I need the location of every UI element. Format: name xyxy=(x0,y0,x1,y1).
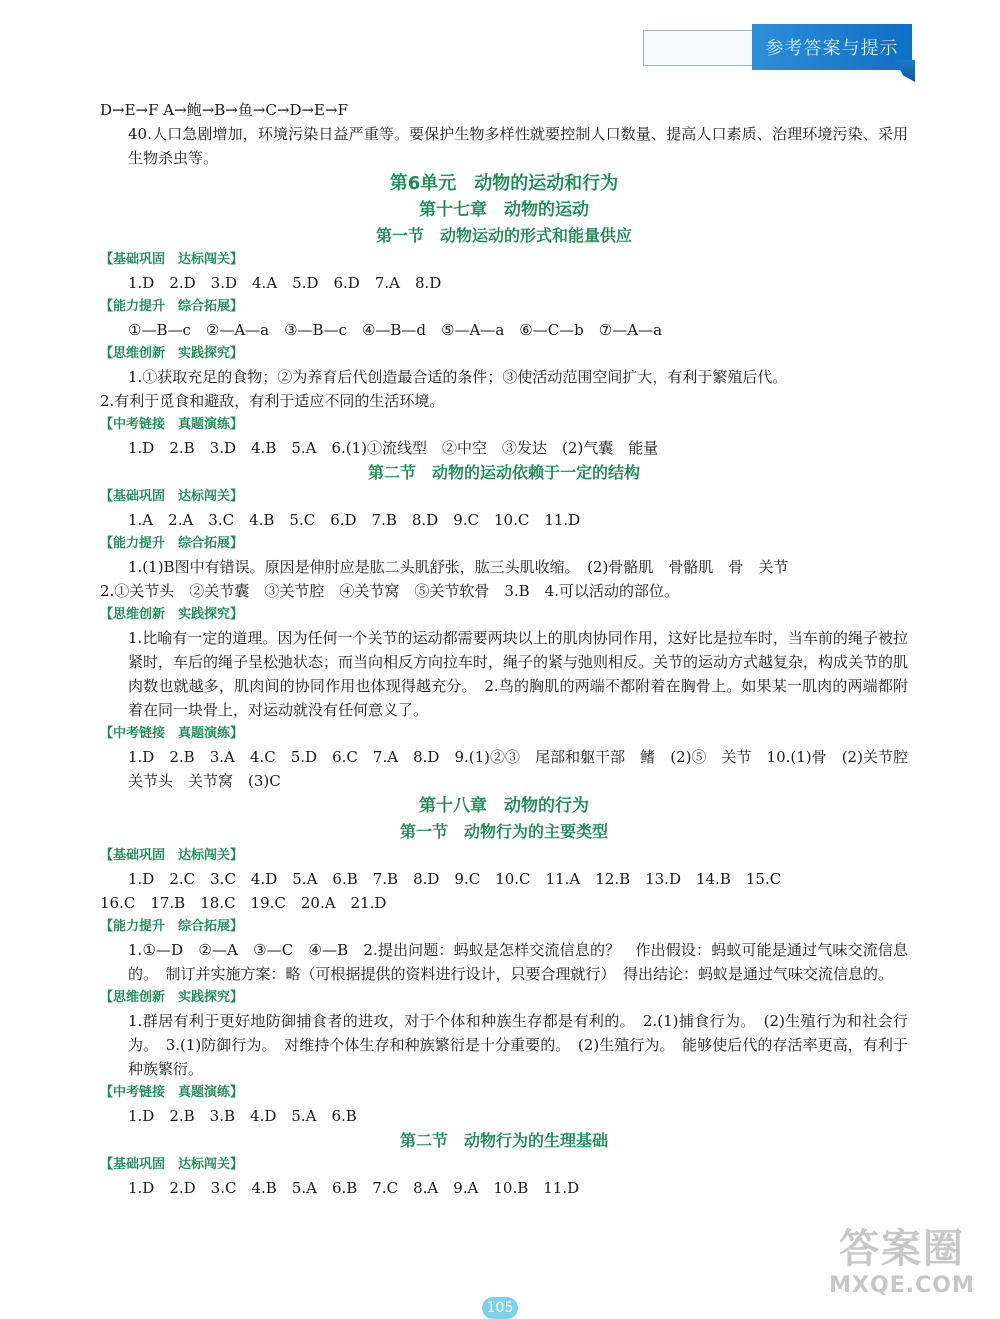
ch18-s1-basic-answers-1: 1.D 2.C 3.C 4.D 5.A 6.B 7.B 8.D 9.C 10.C 11.A 12.B 13.D 14.B 15.C xyxy=(128,870,782,888)
header-blank-box xyxy=(643,30,757,66)
ch18-s2-basic-tag: 【基础巩固 达标闯关】 xyxy=(100,1157,244,1172)
ch17-s2-basic-answers: 1.A 2.A 3.C 4.B 5.C 6.D 7.B 8.D 9.C 10.C 11.D xyxy=(128,511,581,529)
page-number: 105 xyxy=(482,1297,518,1319)
ch17-s1-exam-tag: 【中考链接 真题演练】 xyxy=(100,417,244,432)
ch17-s1-exam-answers: 1.D 2.B 3.D 4.B 5.A 6.(1)①流线型 ②中空 ③发达 (2)气囊 能量 xyxy=(128,439,659,457)
ch17-section-1-title: 第一节 动物运动的形式和能量供应 xyxy=(375,226,632,245)
watermark-bottom: MXQE.COM xyxy=(829,1273,975,1298)
ch17-s1-ability-tag: 【能力提升 综合拓展】 xyxy=(100,299,244,314)
ch17-s2-think-answer: 1.比喻有一定的道理。因为任何一个关节的运动都需要两块以上的肌肉协同作用，这好比是拉车时，当车前的绳子被拉紧时，车后的绳子呈松弛状态；而当向相反方向拉车时，绳子的紧与弛则相反。关节的运动方式越复杂，构成关节的肌肉数也就越多，肌肉间的协同作用也体现得越充分。 2.鸟的胸肌的两端不都附着在胸骨上。如果某一肌肉的两端都附着在同一块骨上，对运动就没有任何意义了。 xyxy=(128,629,909,719)
chapter-18-title: 第十八章 动物的行为 xyxy=(419,796,589,816)
ch17-s2-exam-answers: 1.D 2.B 3.A 4.C 5.D 6.C 7.A 8.D 9.(1)②③ 尾部和躯干部 鳍 (2)⑤ 关节 10.(1)骨 (2)关节腔 关节头 关节窝 (3)C xyxy=(128,748,924,790)
ch17-s1-think-answer-1: 1.①获取充足的食物；②为养育后代创造最合适的条件；③使活动范围空间扩大，有利于繁殖后代。 xyxy=(128,368,788,386)
ch17-s1-think-tag: 【思维创新 实践探究】 xyxy=(100,346,244,361)
ch18-s1-basic-tag: 【基础巩固 达标闯关】 xyxy=(100,848,244,863)
ch17-s1-ability-answers: ①—B—c ②—A—a ③—B—c ④—B—d ⑤—A—a ⑥—C—b ⑦—A—a xyxy=(128,321,663,339)
ch18-s1-think-answers: 1.群居有利于更好地防御捕食者的进攻，对于个体和种族生存都是有利的。 2.(1)捕食行为。 (2)生殖行为和社会行为。 3.(1)防御行为。 对维持个体生存和种族繁衍是十分重要的。 (2)生殖行为。 能够使后代的存活率更高，有利于种族繁衍。 xyxy=(128,1012,908,1078)
ch17-s1-think-answer-2: 2.有利于觅食和避敌，有利于适应不同的生活环境。 xyxy=(100,392,445,410)
ch18-s1-basic-answers-2: 16.C 17.B 18.C 19.C 20.A 21.D xyxy=(100,894,387,912)
ch17-section-2-title: 第二节 动物的运动依赖于一定的结构 xyxy=(367,463,640,482)
ch17-s2-exam-tag: 【中考链接 真题演练】 xyxy=(100,726,244,741)
ch17-s1-basic-tag: 【基础巩固 达标闯关】 xyxy=(100,252,244,267)
ch18-s1-ability-tag: 【能力提升 综合拓展】 xyxy=(100,919,244,934)
site-watermark xyxy=(812,1225,992,1305)
ch18-s1-exam-tag: 【中考链接 真题演练】 xyxy=(100,1085,244,1100)
header-banner-tail xyxy=(895,60,915,82)
answer-content xyxy=(100,98,924,1200)
ch18-section-2-title: 第二节 动物行为的生理基础 xyxy=(399,1131,608,1150)
ch17-s2-basic-tag: 【基础巩固 达标闯关】 xyxy=(100,489,244,504)
header-banner: 参考答案与提示 xyxy=(752,24,912,70)
intro-line-2: 40.人口急剧增加，环境污染日益严重等。要保护生物多样性就要控制人口数量、提高人口素质、治理环境污染、采用生物杀虫等。 xyxy=(128,125,908,167)
ch18-s1-think-tag: 【思维创新 实践探究】 xyxy=(100,990,244,1005)
ch17-s1-basic-answers: 1.D 2.D 3.D 4.A 5.D 6.D 7.A 8.D xyxy=(128,274,442,292)
ch17-s2-ability-answer-2: 2.①关节头 ②关节囊 ③关节腔 ④关节窝 ⑤关节软骨 3.B 4.可以活动的部位。 xyxy=(100,582,679,600)
ch17-s2-think-tag: 【思维创新 实践探究】 xyxy=(100,607,244,622)
ch18-s1-ability-answers: 1.①—D ②—A ③—C ④—B 2.提出问题：蚂蚁是怎样交流信息的？ 作出假设：蚂蚁可能是通过气味交流信息的。 制订并实施方案：略（可根据提供的资料进行设计，只要合理就行） 得出结论：蚂蚁是通过气味交流信息的。 xyxy=(128,941,908,983)
ch17-s2-ability-answer-1: 1.(1)B图中有错误。原因是伸肘应是肱二头肌舒张，肱三头肌收缩。 (2)骨骼肌 骨骼肌 骨 关节 xyxy=(128,558,789,576)
ch18-s2-basic-answers: 1.D 2.D 3.C 4.B 5.A 6.B 7.C 8.A 9.A 10.B 11.D xyxy=(128,1179,580,1197)
intro-line-1: D→E→F A→鲍→B→鱼→C→D→E→F xyxy=(100,101,348,119)
ch18-section-1-title: 第一节 动物行为的主要类型 xyxy=(399,822,608,841)
chapter-17-title: 第十七章 动物的运动 xyxy=(419,200,589,220)
unit-title: 第6单元 动物的运动和行为 xyxy=(389,173,619,194)
ch18-s1-exam-answers: 1.D 2.B 3.B 4.D 5.A 6.B xyxy=(128,1107,357,1125)
ch17-s2-ability-tag: 【能力提升 综合拓展】 xyxy=(100,536,244,551)
watermark-top: 答案圈 xyxy=(839,1226,965,1272)
